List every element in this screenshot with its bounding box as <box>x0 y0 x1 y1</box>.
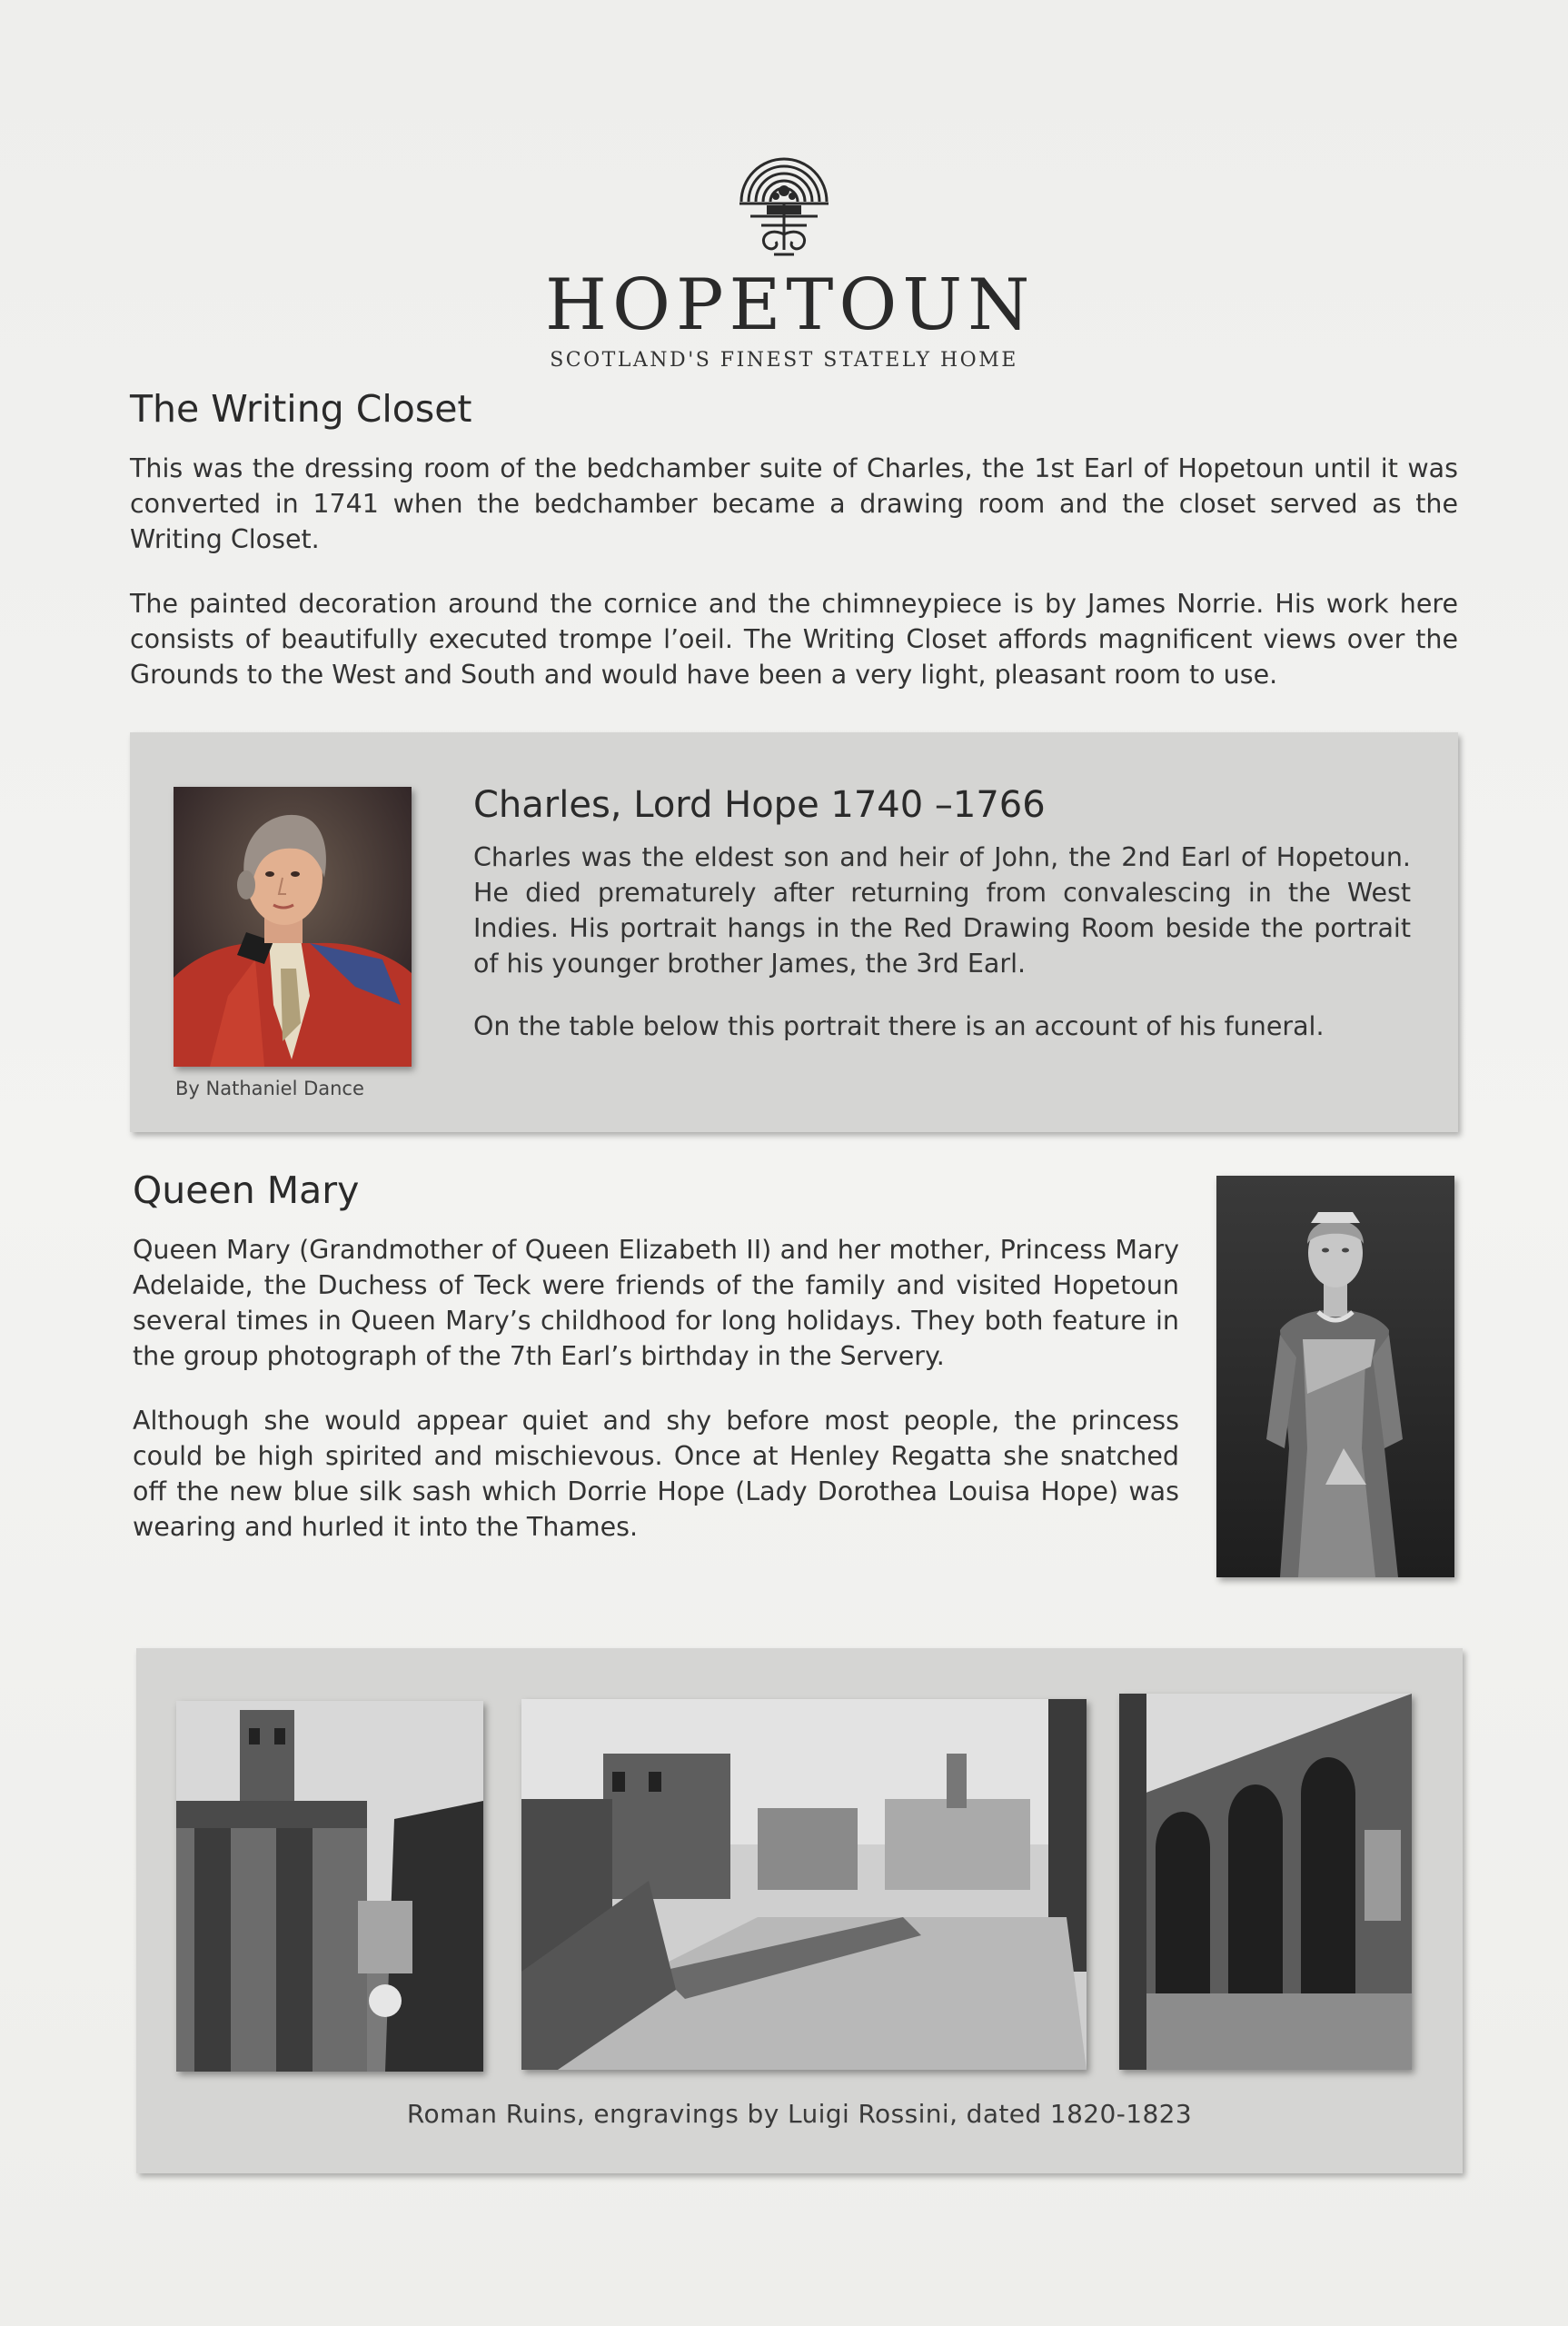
crown-crest-icon <box>734 136 834 263</box>
queen-mary-portrait <box>1216 1176 1454 1577</box>
writing-closet-paragraph-1: This was the dressing room of the bedchamber suite of Charles, the 1st Earl of Hopetoun until it was converted in 1741 when the bedchamber became a drawing room and the closet served as the Writing Closet. <box>130 453 1458 554</box>
ruins-engraving-1 <box>176 1701 483 2072</box>
charles-portrait <box>174 787 412 1067</box>
queen-mary-section <box>133 1165 1179 1545</box>
charles-paragraph-1: Charles was the eldest son and heir of John, the 2nd Earl of Hopetoun. He died prematurely after returning from convalescing in the West Indies. His portrait hangs in the Red Drawing Room beside the portrait of his younger brother James, the 3rd Earl. <box>473 842 1411 979</box>
queen-mary-paragraph-1: Queen Mary (Grandmother of Queen Elizabeth II) and her mother, Princess Mary Adelaide, the Duchess of Teck were friends of the family and visited Hopetoun several times in Queen Mary’s childhood for long holidays. They both feature in the group photograph of the 7th Earl’s birthday in the Servery. <box>133 1235 1179 1371</box>
charles-text <box>473 780 1411 1044</box>
charles-paragraph-2: On the table below this portrait there is an account of his funeral. <box>473 1011 1325 1041</box>
queen-mary-paragraph-2: Although she would appear quiet and shy before most people, the princess could be high spirited and mischievous. Once at Henley Regatta she snatched off the new blue silk sash which Dorrie Hope (Lady Dorothea Louisa Hope) was wearing and hurled it into the Thames. <box>133 1406 1179 1542</box>
hopetoun-logo <box>545 136 1036 372</box>
ruins-caption: Roman Ruins, engravings by Luigi Rossini, dated 1820-1823 <box>406 2099 1193 2129</box>
writing-closet-section <box>130 383 1458 692</box>
charles-portrait-caption: By Nathaniel Dance <box>175 1078 364 1099</box>
queen-mary-title: Queen Mary <box>133 1168 360 1212</box>
ruins-engraving-3 <box>1119 1694 1412 2070</box>
charles-title: Charles, Lord Hope 1740 –1766 <box>473 784 1046 826</box>
brand-name: HOPETOUN <box>545 264 1036 346</box>
ruins-engraving-2 <box>521 1699 1087 2070</box>
roman-ruins-panel <box>136 1648 1463 2173</box>
charles-panel <box>130 732 1458 1132</box>
brand-tagline: SCOTLAND'S FINEST STATELY HOME <box>550 349 1018 372</box>
writing-closet-title: The Writing Closet <box>130 387 472 431</box>
writing-closet-paragraph-2: The painted decoration around the cornice and the chimneypiece is by James Norrie. His work here consists of beautifully executed trompe l’oeil. The Writing Closet affords magnificent views over the Grounds to the West and South and would have been a very light, pleasant room to use. <box>130 589 1458 690</box>
